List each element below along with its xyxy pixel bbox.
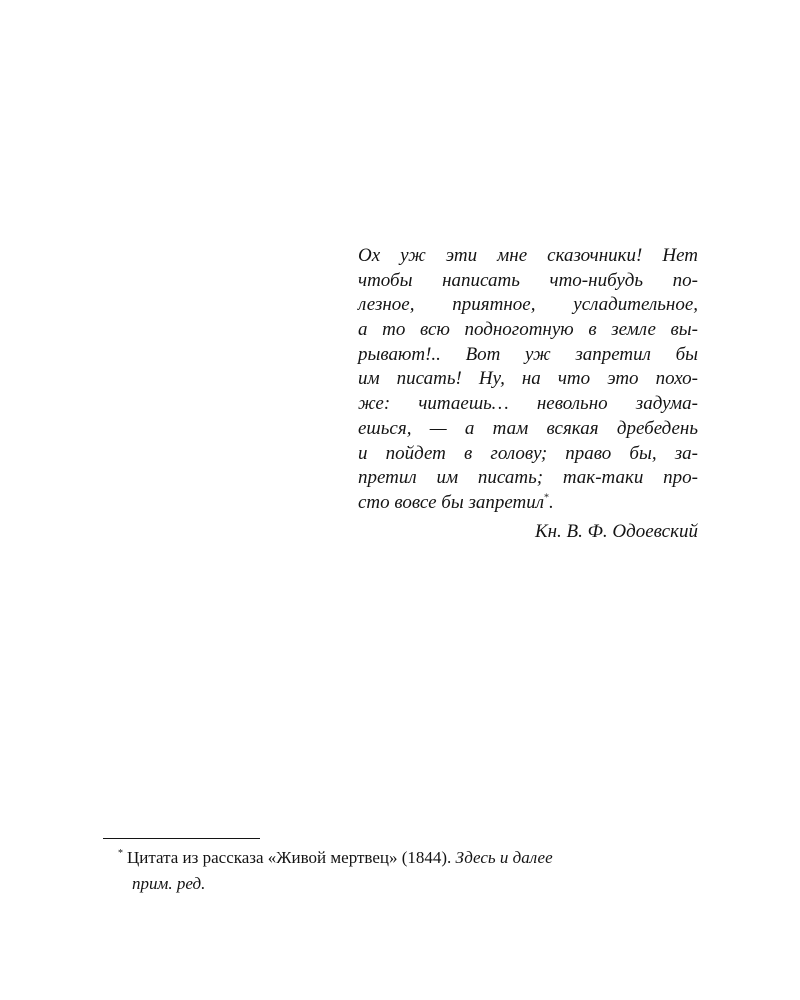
epigraph-line: рывают!.. Вот уж запретил бы (358, 343, 698, 365)
footnote-mark: * (118, 848, 123, 860)
epigraph-line: лезное, приятное, усладительное, (358, 294, 698, 316)
epigraph-last-line-text: сто вовсе бы запретил (358, 491, 545, 513)
epigraph-line: претил им писать; так-таки про- (358, 467, 698, 489)
epigraph-line: чтобы написать что-нибудь по- (358, 269, 698, 291)
epigraph-line: и пойдет в голову; право бы, за- (358, 442, 698, 464)
epigraph-period: . (549, 491, 554, 513)
footnote-citation: Цитата из рассказа «Живой мертвец» (1844). (127, 848, 452, 867)
footnote (118, 845, 700, 897)
epigraph-attribution: Кн. В. Ф. Одоевский (534, 521, 698, 542)
epigraph-line: ешься, — а там всякая дребедень (358, 417, 698, 439)
epigraph-line: а то всю подноготную в земле вы- (358, 319, 698, 341)
epigraph-last-line (358, 491, 698, 516)
epigraph-line: же: читаешь… невольно задума- (358, 393, 698, 415)
epigraph-line: им писать! Ну, на что это похо- (358, 368, 698, 390)
footnote-reference-mark[interactable]: * (544, 492, 550, 504)
footnote-line-1 (118, 845, 700, 871)
epigraph (358, 244, 698, 516)
footnote-divider (103, 838, 260, 839)
epigraph-line: Ох уж эти мне сказочники! Нет (358, 245, 698, 266)
footnote-editorial-note-continued: прим. ред. (132, 874, 206, 893)
footnote-editorial-note: Здесь и далее (455, 848, 553, 867)
